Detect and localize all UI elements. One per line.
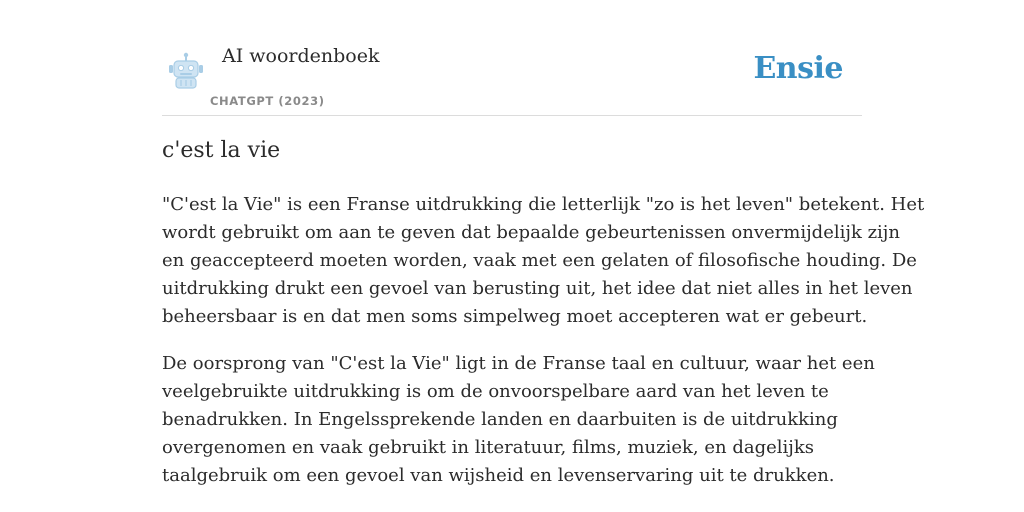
dictionary-name[interactable]: AI woordenboek — [222, 45, 380, 67]
brand-logo[interactable]: Ensie — [753, 51, 843, 86]
text-line: overgenomen en vaak gebruikt in literatuur, films, muziek, en dagelijks — [162, 437, 814, 458]
text-line: beheersbaar is en dat men soms simpelweg moet accepteren wat er gebeurt. — [162, 306, 868, 327]
text-line: en geaccepteerd moeten worden, vaak met een gelaten of filosofische houding. De — [162, 250, 917, 271]
page-container — [162, 0, 925, 486]
source-label: CHATGPT (2023) — [210, 94, 325, 108]
text-line: taalgebruik om een gevoel van wijsheid en levenservaring uit te drukken. — [162, 465, 835, 486]
text-line: benadrukken. In Engelssprekende landen en daarbuiten is de uitdrukking — [162, 409, 838, 430]
definition-paragraph — [162, 191, 925, 331]
text-line: veelgebruikte uitdrukking is om de onvoorspelbare aard van het leven te — [162, 381, 829, 402]
entry-definition — [162, 191, 925, 509]
text-line: De oorsprong van "C'est la Vie" ligt in de Franse taal en cultuur, waar het een — [162, 353, 875, 374]
text-line: "C'est la Vie" is een Franse uitdrukking die letterlijk "zo is het leven" betekent. Het — [162, 194, 925, 215]
robot-icon — [166, 52, 206, 90]
text-line: uitdrukking drukt een gevoel van berusting uit, het idee dat niet alles in het leven — [162, 278, 913, 299]
text-line: wordt gebruikt om aan te geven dat bepaalde gebeurtenissen onvermijdelijk zijn — [162, 222, 900, 243]
definition-paragraph — [162, 350, 875, 490]
entry-term: c'est la vie — [162, 138, 281, 163]
entry-header — [162, 0, 862, 116]
